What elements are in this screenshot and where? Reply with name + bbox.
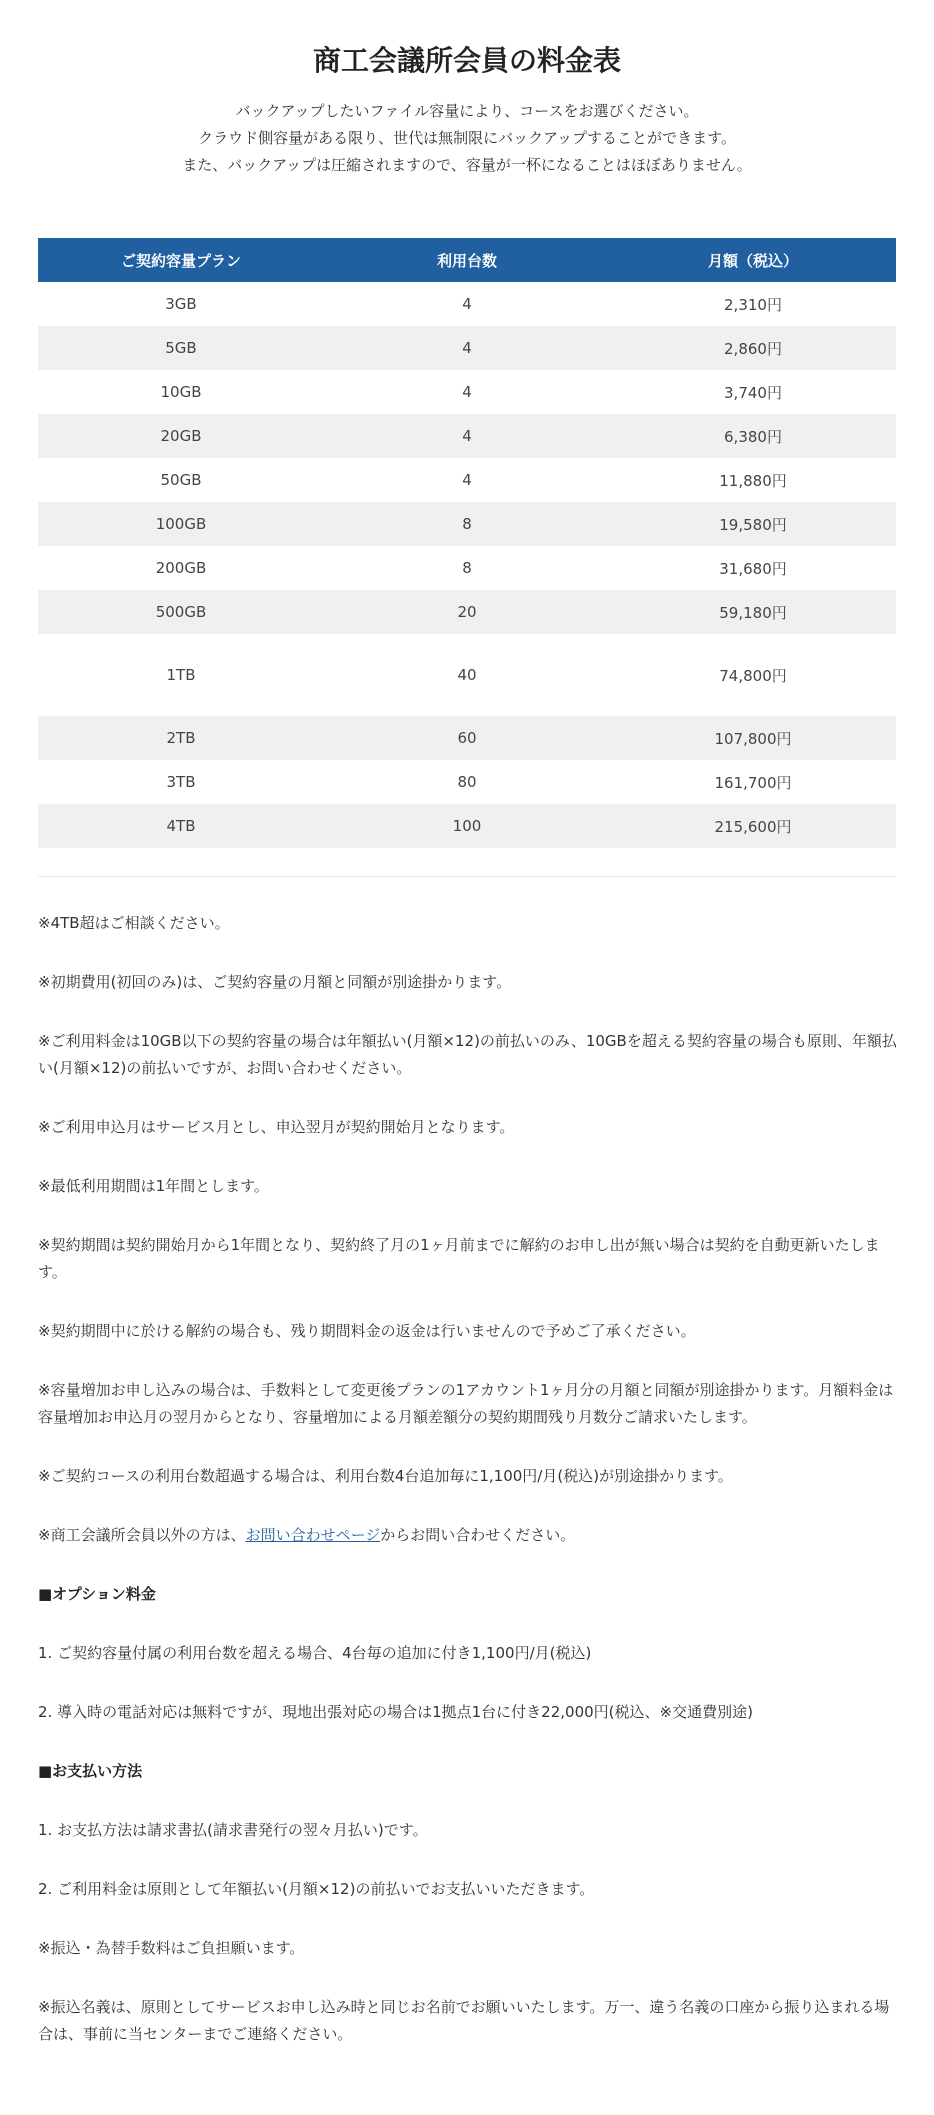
cell-fee: 2,310円 (724, 295, 782, 314)
cell-plan: 4TB (38, 804, 324, 848)
header-devices: 利用台数 (324, 238, 610, 282)
cell-devices: 4 (462, 383, 472, 401)
contact-prefix: ※商工会議所会員以外の方は、 (38, 1526, 246, 1544)
table-row (38, 634, 896, 716)
cell-fee: 215,600円 (610, 804, 896, 848)
contact-suffix: からお問い合わせください。 (380, 1526, 576, 1544)
note-item: ※契約期間中に於ける解約の場合も、残り期間料金の返金は行いませんので予めご了承ください。 (38, 1322, 696, 1340)
cell-fee: 31,680円 (719, 559, 787, 578)
cell-devices: 4 (324, 326, 610, 370)
cell-devices: 8 (324, 502, 610, 546)
intro-line: クラウド側容量がある限り、世代は無制限にバックアップすることができます。 (198, 129, 736, 147)
note-item: ※ご契約コースの利用台数超過する場合は、利用台数4台追加毎に1,100円/月(税込)が別途掛かります。 (38, 1467, 733, 1485)
page-title: 商工会議所会員の料金表 (312, 44, 621, 77)
cell-fee: 59,180円 (610, 590, 896, 634)
table-row (38, 760, 896, 804)
payment-heading: ■お支払い方法 (38, 1762, 143, 1780)
table-row (38, 370, 896, 414)
table-row (38, 590, 896, 634)
cell-fee: 19,580円 (610, 502, 896, 546)
cell-devices: 20 (324, 590, 610, 634)
cell-plan: 10GB (160, 383, 202, 401)
cell-plan: 20GB (38, 414, 324, 458)
cell-fee: 11,880円 (719, 471, 787, 490)
table-row (38, 804, 896, 848)
table-row (38, 282, 896, 326)
header-plan: ご契約容量プラン (38, 238, 324, 282)
pricing-table (38, 238, 896, 848)
intro-line: また、バックアップは圧縮されますので、容量が一杯になることはほぼありません。 (182, 156, 752, 174)
option-item: 2. 導入時の電話対応は無料ですが、現地出張対応の場合は1拠点1台に付き22,000円(税込、※交通費別途) (38, 1703, 753, 1721)
cell-devices: 4 (324, 414, 610, 458)
table-row (38, 414, 896, 458)
cell-fee: 161,700円 (714, 773, 792, 792)
table-row (38, 716, 896, 760)
header-monthly-fee: 月額（税込） (610, 238, 896, 282)
note-item: ※契約期間は契約開始月から1年間となり、契約終了月の1ヶ月前までに解約のお申し出が無い場合は契約を自動更新いたします。 (38, 1236, 880, 1281)
cell-fee: 2,860円 (610, 326, 896, 370)
table-row (38, 458, 896, 502)
cell-plan: 3TB (166, 773, 196, 791)
section-divider (38, 876, 896, 877)
note-item: ※ご利用料金は10GB以下の契約容量の場合は年額払い(月額×12)の前払いのみ、10GBを超える契約容量の場合も原則、年額払い(月額×12)の前払いですが、お問い合わせください。 (38, 1032, 897, 1077)
payment-item: 1. お支払方法は請求書払(請求書発行の翌々月払い)です。 (38, 1821, 428, 1839)
cell-plan: 1TB (166, 666, 196, 684)
notes-section (38, 910, 900, 2080)
cell-devices: 40 (457, 666, 477, 684)
cell-fee: 6,380円 (610, 414, 896, 458)
cell-fee: 3,740円 (724, 383, 782, 402)
payment-item: 2. ご利用料金は原則として年額払い(月額×12)の前払いでお支払いいただきます。 (38, 1880, 595, 1898)
cell-devices: 100 (324, 804, 610, 848)
intro-text (0, 98, 934, 179)
cell-plan: 100GB (38, 502, 324, 546)
cell-plan: 500GB (38, 590, 324, 634)
table-row (38, 502, 896, 546)
note-item: ※最低利用期間は1年間とします。 (38, 1177, 269, 1195)
options-heading: ■オプション料金 (38, 1585, 156, 1603)
payment-item: ※振込・為替手数料はご負担願います。 (38, 1939, 305, 1957)
cell-devices: 8 (462, 559, 472, 577)
table-row (38, 326, 896, 370)
payment-item: ※振込名義は、原則としてサービスお申し込み時と同じお名前でお願いいたします。万一、違う名義の口座から振り込まれる場合は、事前に当センターまでご連絡ください。 (38, 1998, 890, 2043)
contact-note (38, 1522, 900, 1549)
cell-plan: 200GB (155, 559, 207, 577)
cell-fee: 74,800円 (719, 666, 787, 685)
contact-page-link[interactable]: お問い合わせページ (245, 1526, 381, 1544)
cell-plan: 50GB (160, 471, 202, 489)
cell-plan: 2TB (38, 716, 324, 760)
note-item: ※4TB超はご相談ください。 (38, 914, 230, 932)
table-header-row (38, 238, 896, 282)
table-row (38, 546, 896, 590)
cell-devices: 80 (457, 773, 477, 791)
option-item: 1. ご契約容量付属の利用台数を超える場合、4台毎の追加に付き1,100円/月(税込) (38, 1644, 592, 1662)
cell-fee: 107,800円 (610, 716, 896, 760)
cell-plan: 5GB (38, 326, 324, 370)
cell-plan: 3GB (165, 295, 197, 313)
intro-line: バックアップしたいファイル容量により、コースをお選びください。 (235, 102, 699, 120)
cell-devices: 60 (324, 716, 610, 760)
cell-devices: 4 (462, 295, 472, 313)
note-item: ※初期費用(初回のみ)は、ご契約容量の月額と同額が別途掛かります。 (38, 973, 512, 991)
note-item: ※容量増加お申し込みの場合は、手数料として変更後プランの1アカウント1ヶ月分の月額と同額が別途掛かります。月額料金は容量増加お申込月の翌月からとなり、容量増加による月額差額分の契約期間残り月数分ご請求いたします。 (38, 1381, 894, 1426)
note-item: ※ご利用申込月はサービス月とし、申込翌月が契約開始月となります。 (38, 1118, 515, 1136)
cell-devices: 4 (462, 471, 472, 489)
